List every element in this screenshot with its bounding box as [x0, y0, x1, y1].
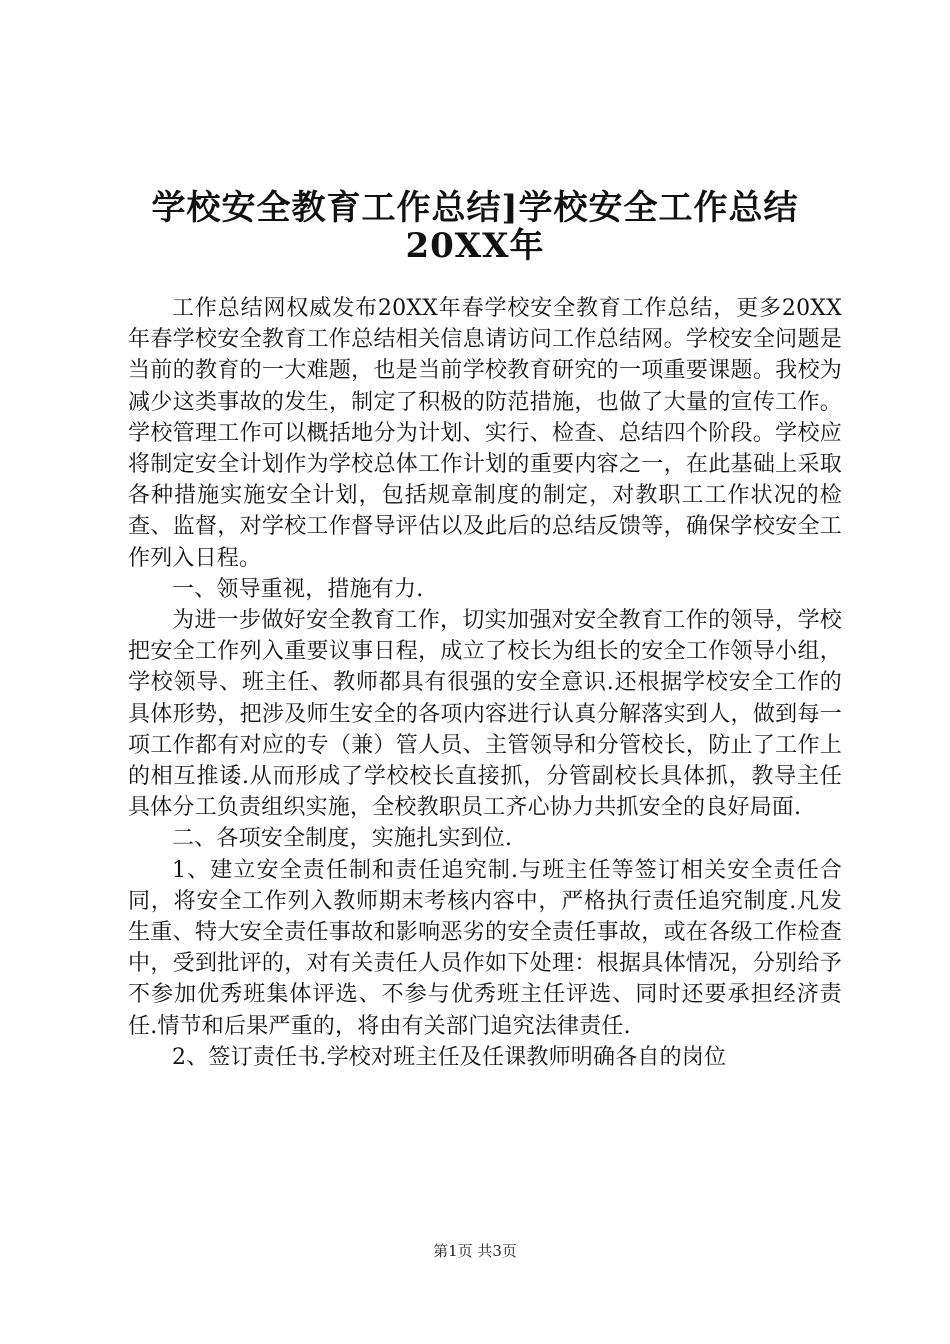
document-title-line-2: 20XX年	[405, 226, 545, 266]
paragraph-intro: 工作总结网权威发布20XX年春学校安全教育工作总结，更多20XX年春学校安全教育工作总结相关信息请访问工作总结网。学校安全问题是当前的教育的一大难题，也是当前学校教育研究的一项重要课题。我校为减少这类事故的发生，制定了积极的防范措施，也做了大量的宣传工作。学校管理工作可以概括地分为计划、实行、检查、总结四个阶段。学校应将制定安全计划作为学校总体工作计划的重要内容之一，在此基础上采取各种措施实施安全计划，包括规章制度的制定，对教职工工作状况的检查、监督，对学校工作督导评估以及此后的总结反馈等，确保学校安全工作列入日程。	[128, 296, 842, 571]
section-heading-2: 二、各项安全制度，实施扎实到位.	[172, 826, 513, 852]
page-footer: 第1页 共3页	[433, 1242, 517, 1260]
paragraph-section-1: 为进一步做好安全教育工作，切实加强对安全教育工作的领导，学校把安全工作列入重要议事日程，成立了校长为组长的安全工作领导小组，学校领导、班主任、教师都具有很强的安全意识.还根据学校安全工作的具体形势，把涉及师生安全的各项内容进行认真分解落实到人，做到每一项工作都有对应的专（兼）管人员、主管领导和分管校长，防止了工作上的相互推诿.从而形成了学校校长直接抓，分管副校长具体抓，教导主任具体分工负责组织实施，全校教职员工齐心协力共抓安全的良好局面.	[128, 608, 842, 821]
section-heading-1: 一、领导重视，措施有力.	[172, 576, 424, 602]
document-body	[128, 293, 842, 1073]
paragraph-item-2: 2、签订责任书.学校对班主任及任课教师明确各自的岗位	[172, 1044, 727, 1070]
document-title-line-1: 学校安全教育工作总结]学校安全工作总结	[151, 188, 799, 228]
paragraph-item-1: 1、建立安全责任制和责任追究制.与班主任等签订相关安全责任合同，将安全工作列入教师期末考核内容中，严格执行责任追究制度.凡发生重、特大安全责任事故和影响恶劣的安全责任事故，或在各级工作检查中，受到批评的，对有关责任人员作如下处理：根据具体情况，分别给予不参加优秀班集体评选、不参与优秀班主任评选、同时还要承担经济责任.情节和后果严重的，将由有关部门追究法律责任.	[128, 857, 842, 1039]
